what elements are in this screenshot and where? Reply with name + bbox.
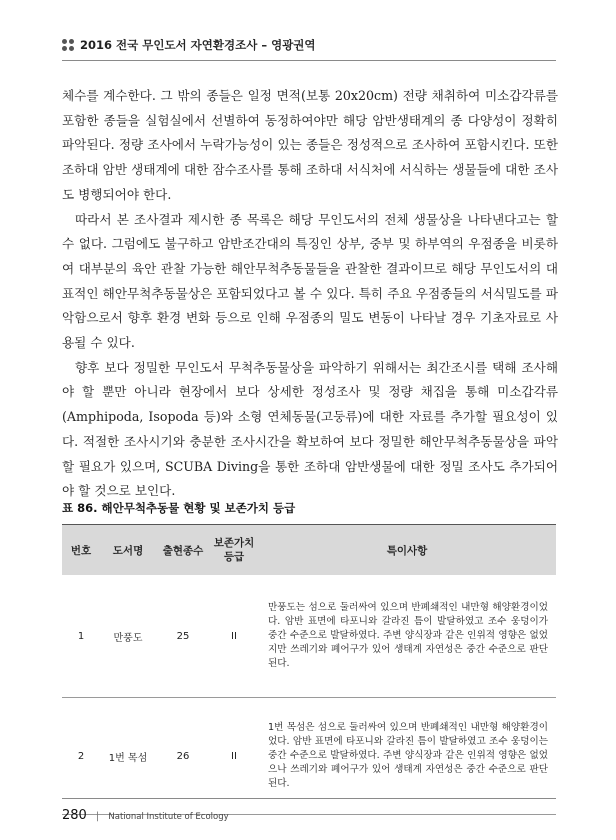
paragraph: 향후 보다 정밀한 무인도서 무척추동물상을 파악하기 위해서는 최간조시를 택해 조사해야 할 뿐만 아니라 현장에서 보다 상세한 정성조사 및 정량 채집을 통해 미소갑각류(Amphipoda, Isopoda 등)와 소형 연체동물(고둥류)에 대한 자료를 추가할 필요성이 있다. 적절한 조사시기와 충분한 조사시간을 확보하여 보다 정밀한 해안무척추동물상을 파악할 필요가 있으며, SCUBA Diving을 통한 조하대 암반생물에 대한 정밀 조사도 추가되어야 할 것으로 보인다.: [62, 359, 558, 499]
cell-island: 1번 목섬: [100, 698, 156, 815]
footer-separator: |: [95, 811, 100, 822]
cell-grade: II: [210, 698, 258, 815]
footer-divider: [62, 798, 556, 799]
cell-island: 만풍도: [100, 575, 156, 698]
page-number: 280: [62, 808, 87, 823]
conservation-grade-table: [62, 524, 556, 815]
table-header-row: [62, 525, 556, 576]
table-row: [62, 575, 556, 698]
footer-institute: National Institute of Ecology: [108, 812, 229, 822]
table-caption: 표 86. 해안무척추동물 현황 및 보존가치 등급: [62, 501, 296, 515]
header-title: 2016 전국 무인도서 자연환경조사 – 영광권역: [80, 38, 316, 52]
table-row: [62, 698, 556, 815]
cell-notes: 1번 목섬은 섬으로 둘러싸여 있으며 반폐쇄적인 내만형 해양환경이었다. 암반 표면에 타포니와 갈라진 틈이 발달하였고 조수 웅덩이는 중간 수준으로 발달하였다. 주변 양식장과 같은 인위적 영향은 없었으나 쓰레기와 폐어구가 있어 생태계 자연성은 중간 수준으로 판단된다.: [258, 698, 556, 815]
cell-species: 26: [156, 698, 210, 815]
cell-no: 1: [62, 575, 100, 698]
header-grade-line2: 등급: [223, 551, 245, 563]
body-text: [62, 84, 558, 504]
paragraph: 체수를 계수한다. 그 밖의 종들은 일정 면적(보통 20x20cm) 전량 채취하여 미소갑각류를 포함한 종들을 실험실에서 선별하여 동정하여야만 해당 암반생태계의 종 다양성이 정확히 파악된다. 정량 조사에서 누락가능성이 있는 종들은 정성적으로 조사하여 포함시킨다. 또한 조하대 암반 생태계에 대한 잠수조사를 통해 조하대 서식처에 서식하는 생물들에 대한 조사도 병행되어야 한다.: [62, 88, 558, 202]
cell-species: 25: [156, 575, 210, 698]
paragraph: 따라서 본 조사결과 제시한 종 목록은 해당 무인도서의 전체 생물상을 나타낸다고는 할 수 없다. 그럼에도 불구하고 암반조간대의 특징인 상부, 중부 및 하부역의 우점종을 비롯하여 대부분의 육안 관찰 가능한 해안무척추동물들을 관찰한 결과이므로 해당 무인도서의 대표적인 해안무척추동물상은 포함되었다고 볼 수 있다. 특히 주요 우점종들의 서식밀도를 파악함으로서 향후 환경 변화 등으로 인해 우점종의 밀도 변동이 나타날 경우 기초자료로 사용될 수 있다.: [62, 211, 558, 351]
header-island: 도서명: [100, 525, 156, 576]
header-grade-line1: 보존가치: [213, 537, 255, 549]
page-header: [62, 34, 316, 56]
header-divider: [62, 60, 556, 61]
cell-notes: 만풍도는 섬으로 둘러싸여 있으며 반폐쇄적인 내만형 해양환경이었다. 암반 표면에 타포니와 갈라진 틈이 발달하였고 조수 웅덩이가 중간 수준으로 발달하였다. 주변 양식장과 같은 인위적 영향은 없었지만 쓰레기와 폐어구가 있어 생태계 자연성은 중간 수준으로 판단된다.: [258, 575, 556, 698]
header-logo-icon: [62, 39, 74, 51]
header-grade: [210, 525, 258, 576]
cell-no: 2: [62, 698, 100, 815]
page-footer: [62, 804, 229, 823]
header-species: 출현종수: [156, 525, 210, 576]
cell-grade: II: [210, 575, 258, 698]
header-notes: 특이사항: [258, 525, 556, 576]
header-no: 번호: [62, 525, 100, 576]
